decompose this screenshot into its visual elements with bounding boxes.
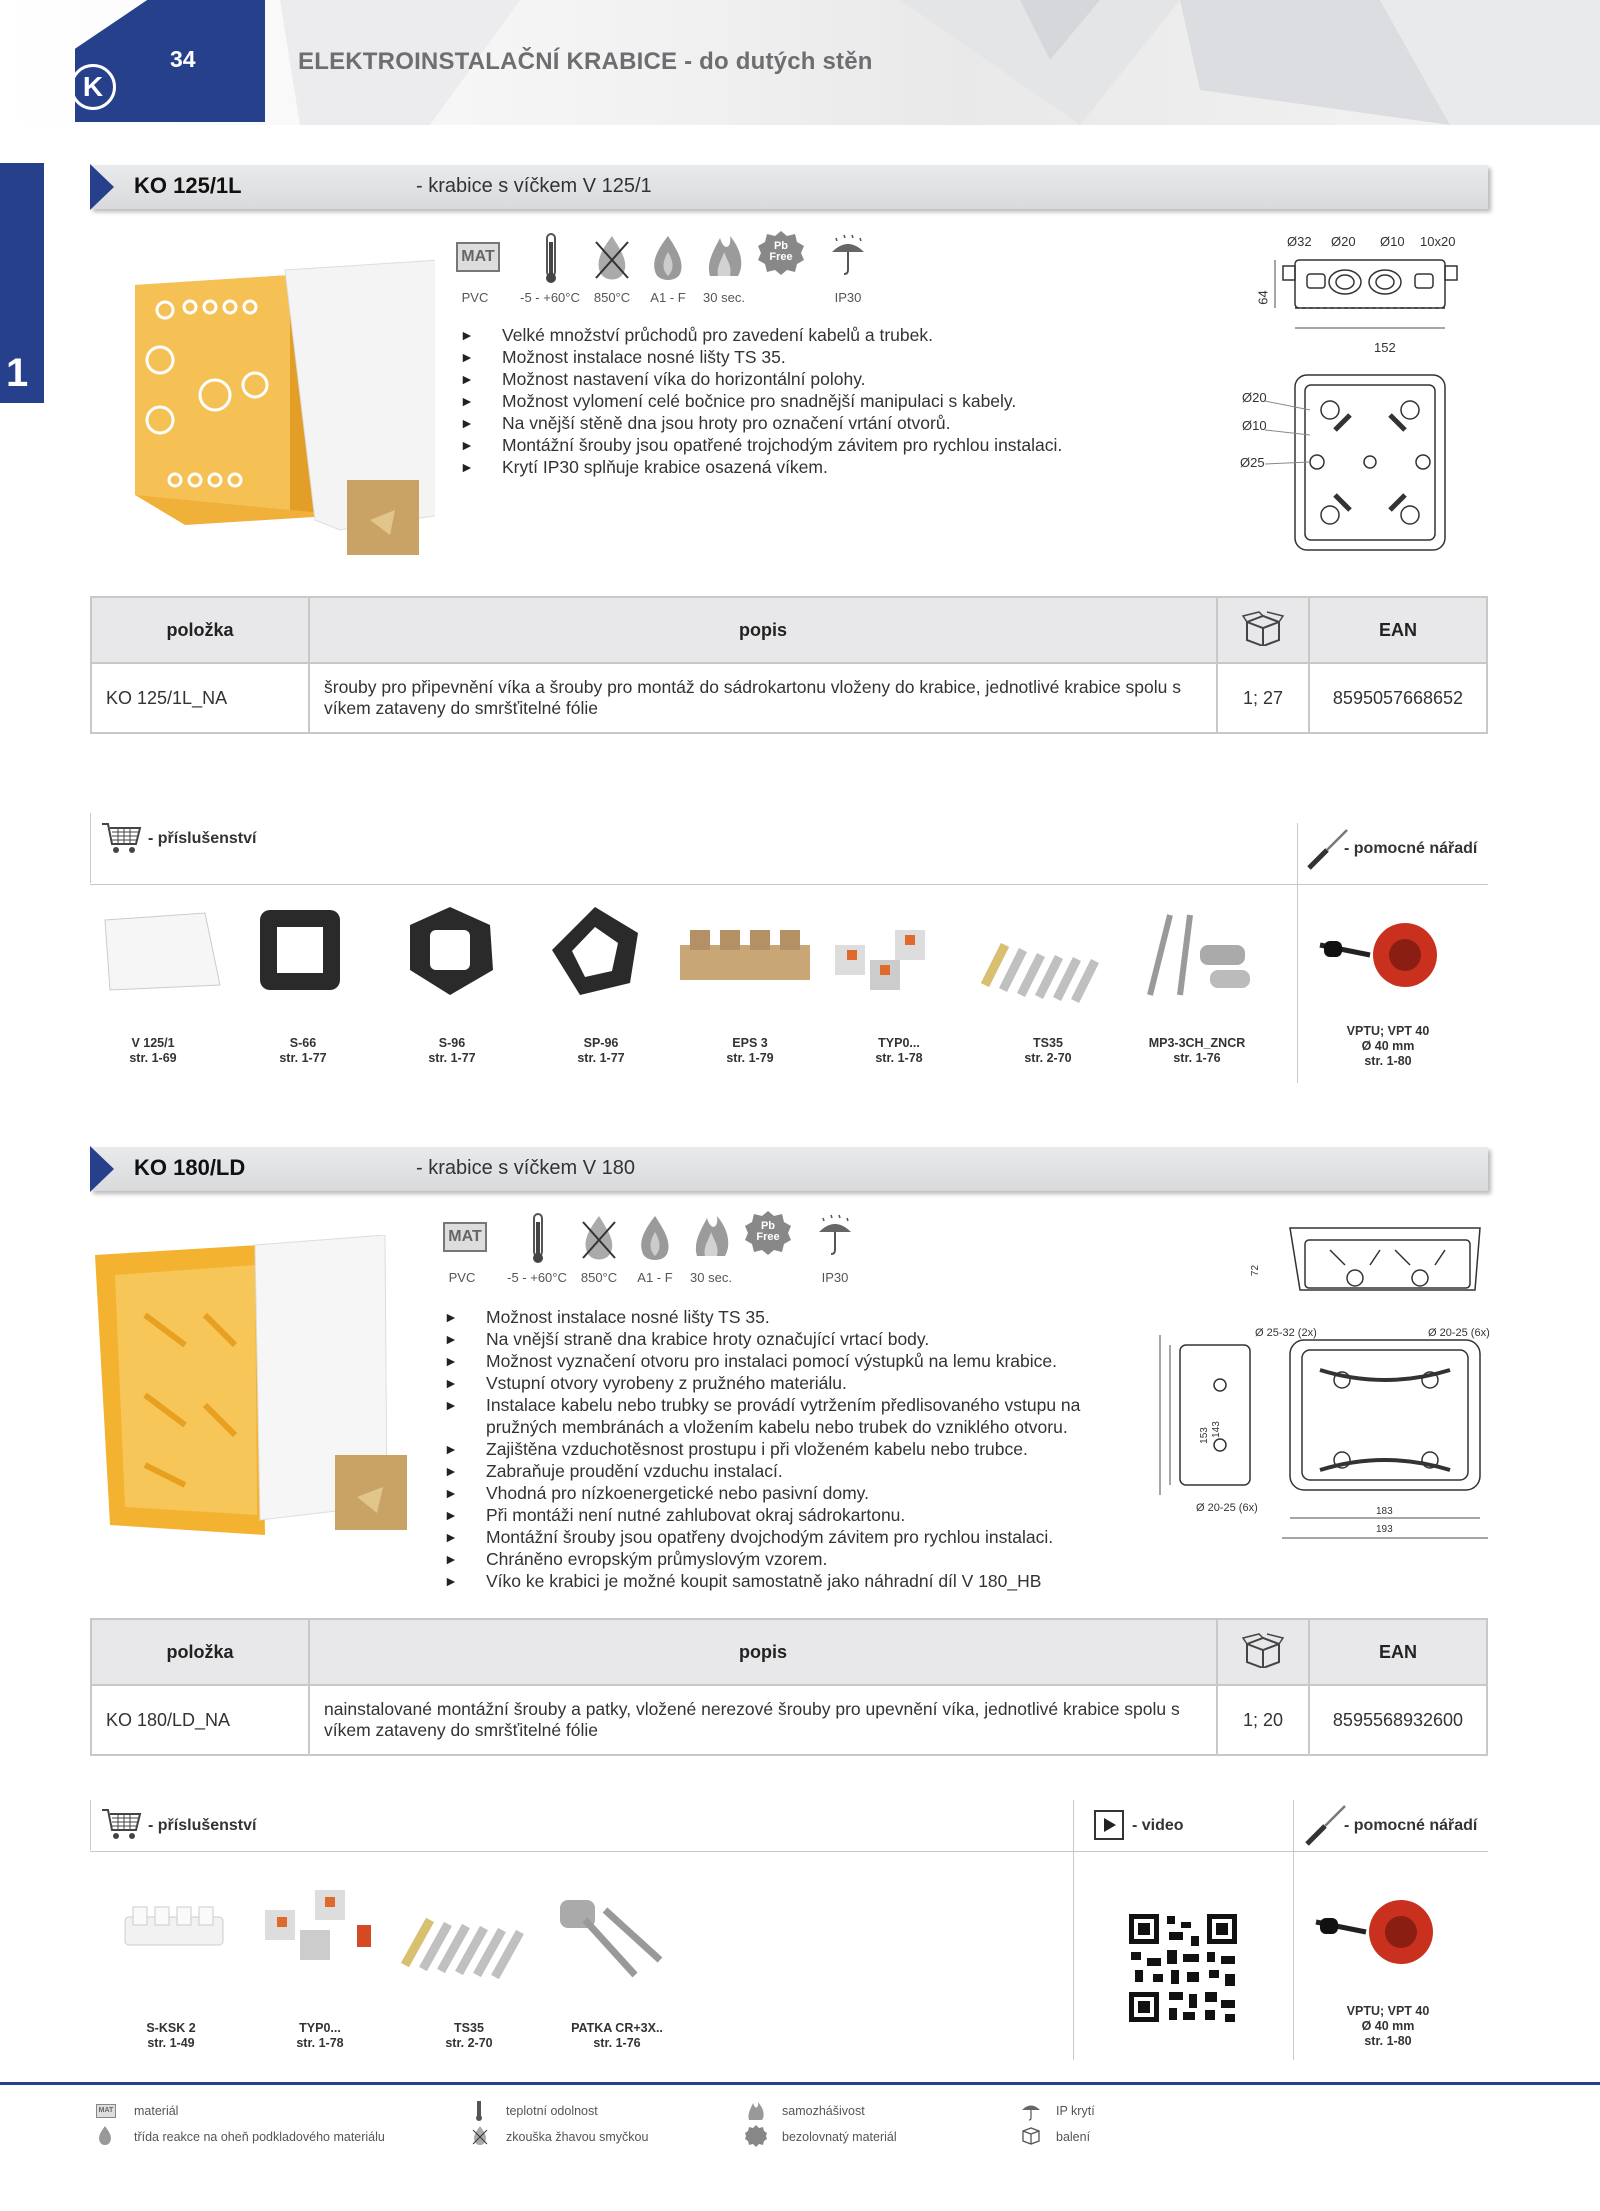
feature-item: ► Zabraňuje proudění vzduchu instalací. (444, 1460, 1124, 1482)
label-temperature: -5 - +60°C (507, 1270, 567, 1285)
product1-accessory-images (100, 905, 1260, 1005)
lead-free-text: Pb Free (756, 1220, 780, 1243)
product2-band-arrow (90, 1146, 114, 1192)
tools-title: - pomocné nářadí (1344, 840, 1478, 857)
accessory-eps3[interactable]: EPS 3 str. 1-79 (726, 1036, 774, 1065)
feature-item: ► Možnost nastavení víka do horizontální polohy. (460, 368, 1180, 390)
glow-wire-icon (590, 232, 634, 284)
glow-wire-icon (577, 1212, 621, 1264)
label-pvc: PVC (461, 290, 489, 305)
legend-fire-icon (96, 2124, 114, 2148)
dim-d20: Ø20 (1331, 234, 1356, 249)
label-self-extinguish: 30 sec. (703, 290, 745, 305)
col-item: položka (91, 597, 309, 663)
tools-title: - pomocné nářadí (1344, 1817, 1478, 1834)
product1-description: - krabice s víčkem V 125/1 (416, 175, 652, 197)
thermometer-icon (523, 1212, 553, 1264)
package-box-icon (1241, 610, 1285, 646)
divider (90, 1851, 1488, 1852)
product2-photo (85, 1235, 415, 1565)
legend-lead-free: bezolovnatý materiál (782, 2130, 897, 2144)
legend-ip-icon (1020, 2100, 1042, 2122)
divider (90, 813, 91, 883)
tool-vptu[interactable]: VPTU; VPT 40 Ø 40 mm str. 1-80 (1346, 1024, 1430, 1068)
product2-tool-image (1306, 1882, 1466, 1982)
product1-technical-drawing (1235, 230, 1490, 560)
product1-band-arrow (90, 164, 114, 210)
legend-material: materiál (134, 2104, 179, 2118)
row-item: KO 125/1L_NA (91, 663, 309, 733)
accessories-title: - příslušenství (148, 830, 257, 847)
feature-item: ► Možnost vylomení celé bočnice pro snadnější manipulaci s kabely. (460, 390, 1180, 412)
divider (1073, 1800, 1074, 2060)
package-box-icon (1241, 1632, 1285, 1668)
col-packing (1217, 597, 1309, 663)
legend-lead-free-icon (744, 2124, 768, 2148)
feature-item: ► Instalace kabelu nebo trubky se provádí vytržením předlisovaného vstupu na pružných membránách a vložením kabelu nebo trubek do vzniklého otvoru. (444, 1394, 1124, 1438)
feature-item: ► Možnost instalace nosné lišty TS 35. (444, 1306, 1124, 1328)
feature-item: ► Víko ke krabici je možné koupit samostatně jako náhradní díl V 180_HB (444, 1570, 1124, 1592)
accessory-typ0[interactable]: TYP0... str. 1-78 (875, 1036, 923, 1065)
play-icon (1096, 1812, 1122, 1838)
accessory-sksk2[interactable]: S-KSK 2 str. 1-49 (146, 2021, 196, 2050)
feature-item: ► Chráněno evropským průmyslovým vzorem. (444, 1548, 1124, 1570)
accessory-typ0[interactable]: TYP0... str. 1-78 (296, 2021, 344, 2050)
video-title: - video (1132, 1817, 1184, 1834)
product1-photo (115, 255, 435, 560)
dim-d20-25-top: Ø 20-25 (6x) (1428, 1327, 1490, 1339)
fire-class-icon (646, 232, 690, 284)
label-self-extinguish: 30 sec. (690, 1270, 732, 1285)
divider (90, 884, 1488, 885)
feature-item: ► Montážní šrouby jsou opatřeny dvojchodým závitem pro rychlou instalaci. (444, 1526, 1124, 1548)
row-packing: 1; 20 (1217, 1685, 1309, 1755)
col-ean: EAN (1309, 597, 1487, 663)
table-header-row (91, 597, 1487, 663)
product2-table (90, 1618, 1488, 1756)
col-description: popis (309, 1619, 1217, 1685)
feature-item: ► Vstupní otvory vyrobeny z pružného materiálu. (444, 1372, 1124, 1394)
feature-item: ► Velké množství průchodů pro zavedení kabelů a trubek. (460, 324, 1180, 346)
feature-item: ► Možnost vyznačení otvoru pro instalaci pomocí výstupků na lemu krabice. (444, 1350, 1124, 1372)
label-ip: IP30 (834, 290, 862, 305)
dim-height-153: 153 (1198, 1427, 1210, 1444)
product2-features (444, 1306, 1124, 1592)
feature-item: ► Na vnější straně dna krabice hroty označující vrtací body. (444, 1328, 1124, 1350)
feature-item: ► Zajištěna vzduchotěsnost prostupu i při vloženém kabelu nebo trubce. (444, 1438, 1124, 1460)
col-description: popis (309, 597, 1217, 663)
accessory-ts35[interactable]: TS35 str. 2-70 (1024, 1036, 1072, 1065)
feature-item: ► Při montáži není nutné zahlubovat okraj sádrokartonu. (444, 1504, 1124, 1526)
qr-code[interactable] (1125, 1910, 1241, 2026)
col-item: položka (91, 1619, 309, 1685)
accessory-ts35[interactable]: TS35 str. 2-70 (445, 2021, 493, 2050)
brand-logo: K (70, 64, 116, 110)
legend-self-ext-icon (745, 2100, 765, 2122)
col-packing (1217, 1619, 1309, 1685)
feature-item: ► Krytí IP30 splňuje krabice osazená víkem. (460, 456, 1180, 478)
col-ean: EAN (1309, 1619, 1487, 1685)
product1-table (90, 596, 1488, 734)
video-play-icon[interactable] (1094, 1810, 1124, 1840)
legend-packing: balení (1056, 2130, 1091, 2144)
dim-d25-32: Ø 25-32 (2x) (1255, 1327, 1317, 1339)
product1-features (460, 324, 1180, 478)
chapter-tab (0, 163, 44, 403)
feature-item: ► Vhodná pro nízkoenergetické nebo pasivní domy. (444, 1482, 1124, 1504)
legend-glow-wire-icon (470, 2124, 490, 2148)
label-fire-class: A1 - F (637, 1270, 673, 1285)
dim-d20-25-bottom: Ø 20-25 (6x) (1196, 1502, 1258, 1514)
accessory-sp96[interactable]: SP-96 str. 1-77 (577, 1036, 625, 1065)
material-icon: MAT (456, 242, 500, 272)
row-item: KO 180/LD_NA (91, 1685, 309, 1755)
dim-10x20: 10x20 (1420, 234, 1456, 249)
row-ean: 8595057668652 (1309, 663, 1487, 733)
label-pvc: PVC (448, 1270, 476, 1285)
product1-code: KO 125/1L (134, 173, 242, 198)
dim-d10: Ø10 (1380, 234, 1405, 249)
ip-umbrella-icon (828, 232, 868, 282)
accessory-v125[interactable]: V 125/1 str. 1-69 (129, 1036, 177, 1065)
row-packing: 1; 27 (1217, 663, 1309, 733)
accessories-title: - příslušenství (148, 1817, 257, 1834)
legend-packing-icon (1020, 2124, 1042, 2146)
self-extinguishing-icon (689, 1212, 733, 1264)
cart-icon (100, 820, 142, 856)
screwdriver-icon (1303, 1802, 1349, 1848)
self-extinguishing-icon (702, 232, 746, 284)
row-description: nainstalované montážní šrouby a patky, vložené nerezové šrouby pro upevnění víka, jednotlivé krabice spolu s víkem zataveny do smršťitelné fólie (309, 1685, 1217, 1755)
divider (1297, 823, 1298, 1083)
feature-item: ► Montážní šrouby jsou opatřené trojchodým závitem pro rychlou instalaci. (460, 434, 1180, 456)
label-glow-wire: 850°C (593, 290, 631, 305)
tool-vptu[interactable]: VPTU; VPT 40 Ø 40 mm str. 1-80 (1346, 2004, 1430, 2048)
divider (1293, 1800, 1294, 2060)
feature-item: ► Možnost instalace nosné lišty TS 35. (460, 346, 1180, 368)
cart-icon (100, 1806, 142, 1842)
product1-band (90, 165, 1488, 209)
table-row (91, 1685, 1487, 1755)
product2-band (90, 1147, 1488, 1191)
accessory-patka[interactable]: PATKA CR+3X.. str. 1-76 (571, 2021, 663, 2050)
legend-glow-wire: zkouška žhavou smyčkou (506, 2130, 649, 2144)
page-title: ELEKTROINSTALAČNÍ KRABICE - do dutých stěn (298, 48, 873, 75)
fire-class-icon (633, 1212, 677, 1264)
material-icon: MAT (443, 1222, 487, 1252)
dim-width-193: 193 (1376, 1524, 1393, 1535)
dim-height-64: 64 (1255, 290, 1271, 305)
label-ip: IP30 (821, 1270, 849, 1285)
product1-tool-image (1310, 905, 1470, 1005)
row-ean: 8595568932600 (1309, 1685, 1487, 1755)
accessory-s96[interactable]: S-96 str. 1-77 (428, 1036, 476, 1065)
product2-technical-drawing (1130, 1220, 1490, 1540)
label-glow-wire: 850°C (580, 1270, 618, 1285)
product2-code: KO 180/LD (134, 1155, 246, 1180)
dim-width-152: 152 (1374, 340, 1396, 355)
page-number: 34 (170, 46, 196, 72)
ip-umbrella-icon (815, 1212, 855, 1262)
legend-ip: IP krytí (1056, 2104, 1095, 2118)
lead-free-text: Pb Free (769, 240, 793, 263)
dim-height-143: 143 (1210, 1421, 1222, 1438)
legend-temperature: teplotní odolnost (506, 2104, 598, 2118)
divider (90, 1800, 91, 1850)
legend-self-extinguishing: samozhášivost (782, 2104, 865, 2118)
feature-item: ► Na vnější stěně dna jsou hroty pro označení vrtání otvorů. (460, 412, 1180, 434)
thermometer-icon (536, 232, 566, 284)
accessory-s66[interactable]: S-66 str. 1-77 (279, 1036, 327, 1065)
table-header-row (91, 1619, 1487, 1685)
dim-side-d10: Ø10 (1242, 418, 1267, 433)
dim-height-72: 72 (1250, 1264, 1262, 1277)
dim-width-183: 183 (1376, 1506, 1393, 1517)
legend-thermometer-icon (472, 2100, 486, 2122)
legend-fire-class: třída reakce na oheň podkladového materiálu (134, 2130, 385, 2144)
label-fire-class: A1 - F (650, 290, 686, 305)
accessory-mp3[interactable]: MP3-3CH_ZNCR str. 1-76 (1148, 1036, 1246, 1065)
label-temperature: -5 - +60°C (520, 290, 580, 305)
table-row (91, 663, 1487, 733)
footer-rule (0, 2082, 1600, 2085)
chapter-number: 1 (6, 351, 29, 395)
dim-side-d20: Ø20 (1242, 390, 1267, 405)
product2-description: - krabice s víčkem V 180 (416, 1157, 635, 1179)
legend-material-icon: MAT (96, 2104, 116, 2118)
dim-d32: Ø32 (1287, 234, 1312, 249)
dim-side-d25: Ø25 (1240, 455, 1265, 470)
product2-accessory-images (120, 1880, 700, 1990)
row-description: šrouby pro připevnění víka a šrouby pro montáž do sádrokartonu vloženy do krabice, jednotlivé krabice spolu s víkem zataveny do smršťitelné fólie (309, 663, 1217, 733)
